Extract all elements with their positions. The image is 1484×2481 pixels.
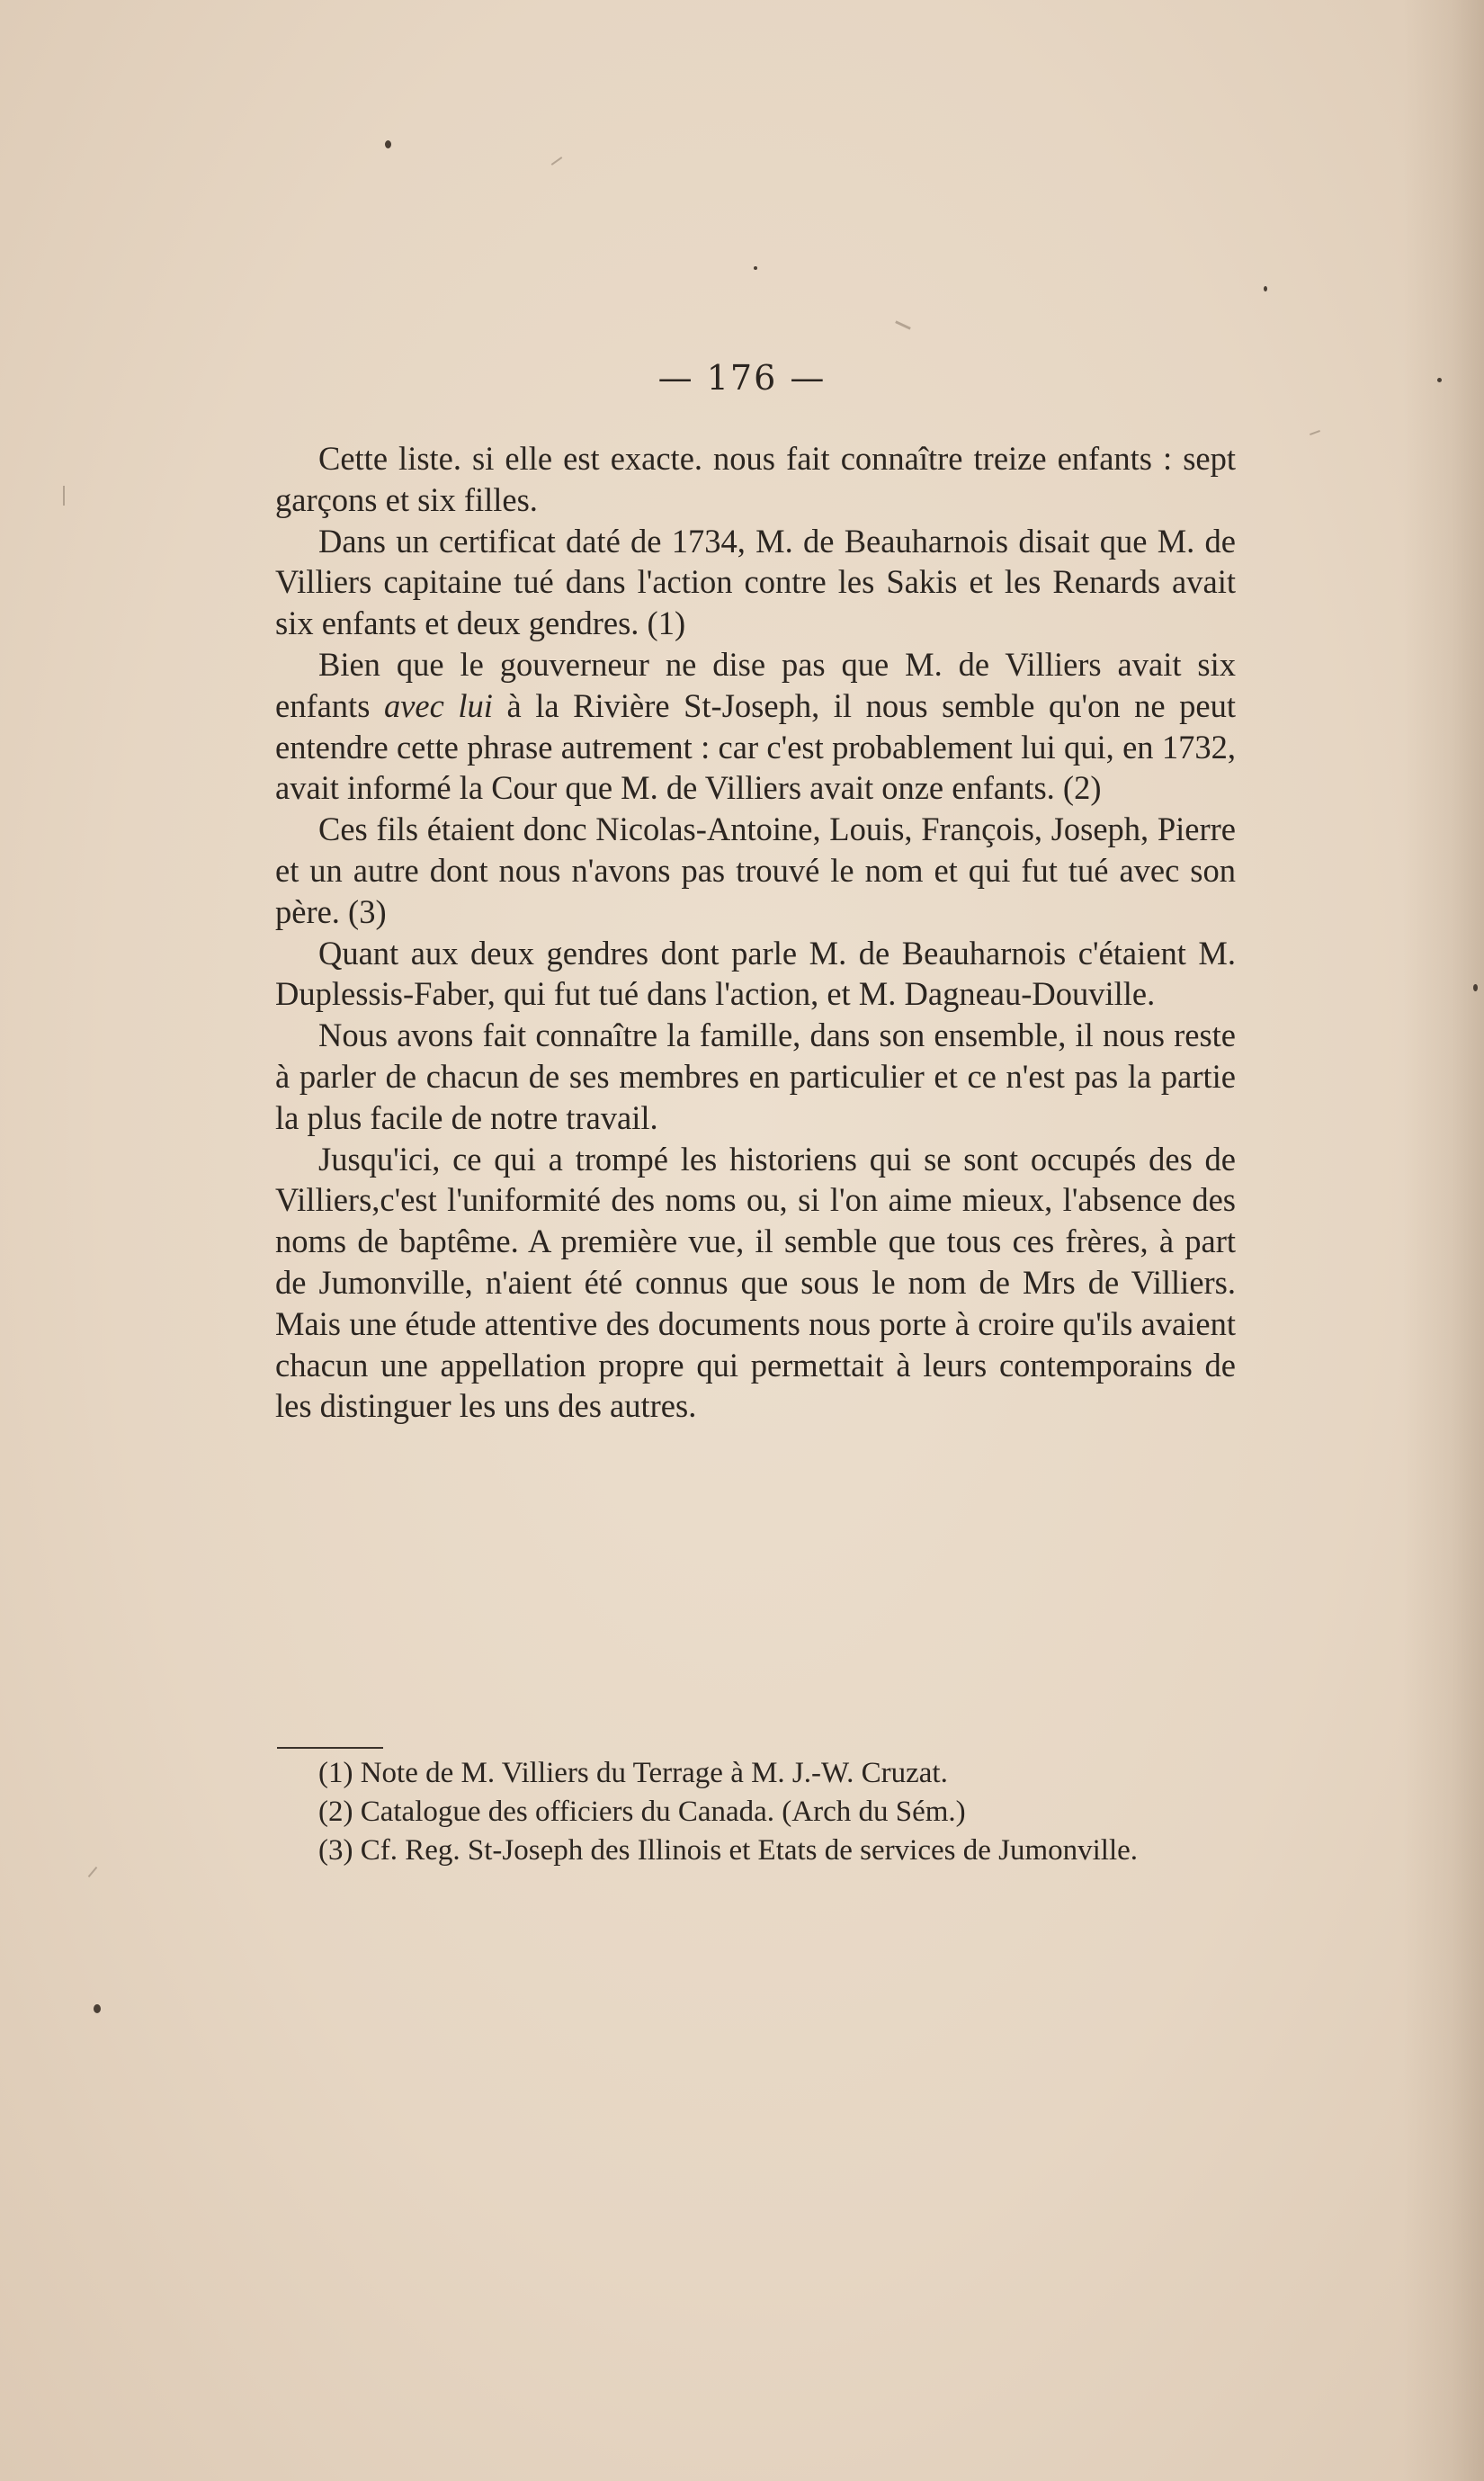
scan-scratch [88, 1867, 98, 1877]
footnotes [275, 1754, 1236, 1870]
footnote-3: (3) Cf. Reg. St-Joseph des Illinois et Etats de services de Jumonville. [318, 1834, 1139, 1867]
paragraph-5: Quant aux deux gendres dont parle M. de Beauharnois c'étaient M. Duplessis-Faber, qui fut tué dans l'action, et M. Dagneau-Douville. [275, 934, 1236, 1013]
footnote-divider [277, 1747, 383, 1749]
paragraph-6: Nous avons fait connaître la famille, dans son ensemble, il nous reste à parler de chacun de ses membres en particulier et ce n'est pas la partie la plus facile de notre travail. [275, 1017, 1236, 1136]
main-text [275, 438, 1236, 1427]
footnote-2: (2) Catalogue des officiers du Canada. (Arch du Sém.) [318, 1796, 966, 1828]
paragraph-3 [275, 644, 1236, 809]
footnote-1: (1) Note de M. Villiers du Terrage à M. J.-W. Cruzat. [318, 1757, 948, 1789]
paragraph-2: Dans un certificat daté de 1734, M. de Beauharnois disait que M. de Villiers capitaine tué dans l'action contre les Sakis et les Renards avait six enfants et deux gendres. (1) [275, 522, 1236, 642]
scan-speck [1473, 984, 1478, 991]
scan-speck [754, 266, 757, 270]
scan-scratch [1310, 430, 1320, 435]
paragraph-3-italic: avec lui [383, 686, 493, 724]
scan-speck [385, 140, 391, 148]
page-number: — 176 — [657, 358, 827, 398]
paragraph-3-end: à la Rivière St-Joseph, il nous semble qu'on ne peut entendre cette phrase autrement : car c'est probablement lui qui, en 1732, avait informé la Cour que M. de Villiers avait onze enfants. (2) [275, 686, 1237, 807]
scan-scratch [551, 157, 563, 166]
paragraph-3-start: Bien que le gouverneur ne dise pas que M. de Villiers avait six enfants [275, 645, 1236, 724]
scan-speck [94, 2004, 101, 2013]
paragraph-7: Jusqu'ici, ce qui a trompé les historiens qui se sont occupés des de Villiers,c'est l'uniformité des noms ou, si l'on aime mieux, l'absence des noms de baptême. A première vue, il semble que tous ces frères, à part de Jumonville, n'aient été connus que sous le nom de Mrs de Villiers. Mais une étude attentive des documents nous porte à croire qu'ils avaient chacun une appellation propre qui permettait à leurs contemporains de les distinguer les uns des autres. [275, 1140, 1236, 1425]
scan-speck [1264, 286, 1267, 291]
paragraph-1: Cette liste. si elle est exacte. nous fait connaître treize enfants : sept garçons et six filles. [275, 440, 1236, 518]
paragraph-4: Ces fils étaient donc Nicolas-Antoine, Louis, François, Joseph, Pierre et un autre dont nous n'avons pas trouvé le nom et qui fut tué avec son père. (3) [275, 811, 1236, 930]
scan-scratch [63, 486, 65, 506]
scan-scratch [895, 320, 911, 329]
